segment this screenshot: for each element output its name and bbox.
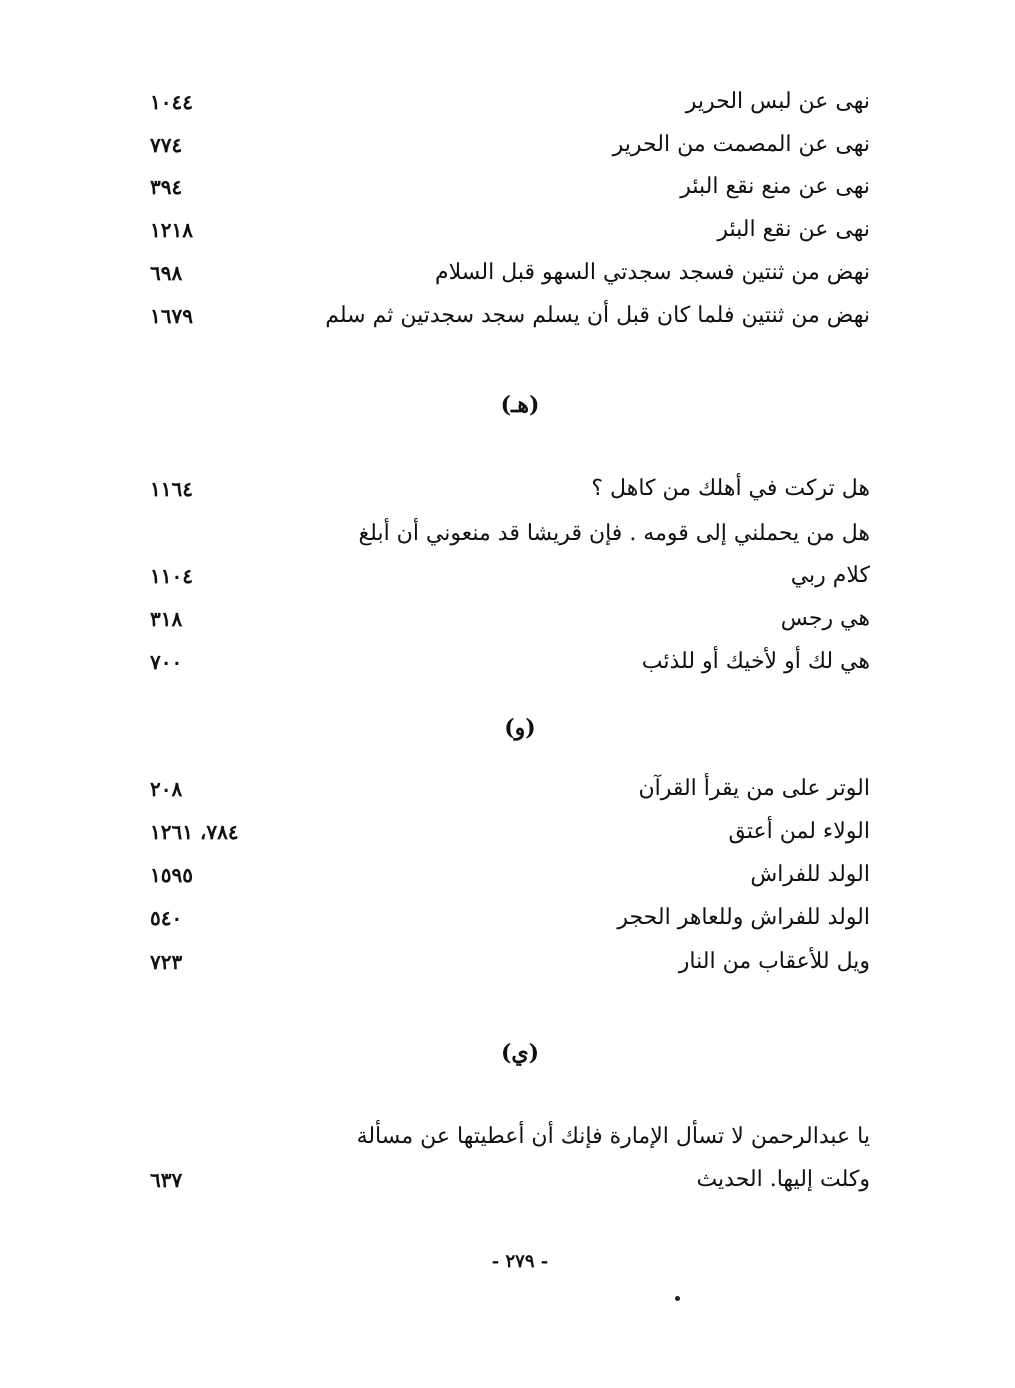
entry-text: نهى عن لبس الحرير <box>685 89 870 114</box>
entry-text: الولد للفراش وللعاهر الحجر <box>617 905 870 930</box>
entry-page-ref: ٦٣٧ <box>150 1168 183 1192</box>
entry-text: الوتر على من يقرأ القرآن <box>638 776 870 801</box>
index-entry <box>0 167 1015 211</box>
entry-page-ref: ٧٢٣ <box>150 950 183 974</box>
index-entry <box>0 855 1015 899</box>
entry-page-ref: ١١٠٤ <box>150 564 193 588</box>
entry-page-ref: ١٠٤٤ <box>150 90 193 114</box>
entry-page-ref: ٣٩٤ <box>150 175 183 199</box>
entry-text: نهى عن منع نقع البئر <box>680 174 870 199</box>
entry-page-ref: ١٢١٨ <box>150 218 193 242</box>
ink-speck <box>675 1296 680 1301</box>
index-entry <box>0 898 1015 942</box>
entry-text: الولد للفراش <box>750 862 870 887</box>
entry-page-ref: ١٦٧٩ <box>150 304 193 328</box>
index-entry <box>0 769 1015 813</box>
entry-text: هل تركت في أهلك من كاهل ؟ <box>591 476 870 501</box>
index-entry <box>0 1117 1015 1161</box>
entry-page-ref: ٣١٨ <box>150 607 183 631</box>
entry-page-ref: ١٥٩٥ <box>150 863 193 887</box>
index-entry <box>0 82 1015 126</box>
entry-page-ref: ٧٨٤، ١٢٦١ <box>150 820 239 844</box>
index-entry <box>0 125 1015 169</box>
index-entry <box>0 210 1015 254</box>
index-entry <box>0 642 1015 686</box>
entry-text: هل من يحملني إلى قومه . فإن قريشا قد منعوني أن أبلغ <box>358 521 870 546</box>
entry-text: هي لك أو لأخيك أو للذئب <box>641 649 870 674</box>
entry-text: نهى عن المصمت من الحرير <box>612 132 870 157</box>
entry-text: ويل للأعقاب من النار <box>678 949 870 974</box>
index-entry <box>0 469 1015 513</box>
entry-text: كلام ربي <box>790 563 870 588</box>
entry-page-ref: ١١٦٤ <box>150 477 193 501</box>
entry-text: نهض من ثنتين فلما كان قبل أن يسلم سجد سجدتين ثم سلم <box>325 303 870 328</box>
section-heading: (ي) <box>500 1040 540 1066</box>
entry-text: نهض من ثنتين فسجد سجدتي السهو قبل السلام <box>435 260 870 285</box>
section-heading: (و) <box>504 715 536 741</box>
page-number: - ٢٧٩ - <box>491 1251 549 1272</box>
index-entry <box>0 556 1015 600</box>
entry-text: نهى عن نقع البئر <box>717 217 870 242</box>
entry-text: الولاء لمن أعتق <box>728 819 870 844</box>
entry-text: يا عبدالرحمن لا تسأل الإمارة فإنك أن أعطيتها عن مسألة <box>356 1124 870 1149</box>
index-entry <box>0 1160 1015 1204</box>
section-heading: (هـ) <box>500 392 540 418</box>
entry-text: هي رجس <box>780 606 870 631</box>
index-entry <box>0 514 1015 558</box>
entry-page-ref: ٥٤٠ <box>150 906 183 930</box>
index-entry <box>0 599 1015 643</box>
index-entry <box>0 296 1015 340</box>
entry-page-ref: ٧٠٠ <box>150 650 183 674</box>
entry-page-ref: ٦٩٨ <box>150 261 183 285</box>
index-entry <box>0 942 1015 986</box>
entry-text: وكلت إليها. الحديث <box>696 1167 870 1192</box>
entry-page-ref: ٢٠٨ <box>150 777 183 801</box>
entry-page-ref: ٧٧٤ <box>150 133 183 157</box>
index-entry <box>0 812 1015 856</box>
index-entry <box>0 253 1015 297</box>
